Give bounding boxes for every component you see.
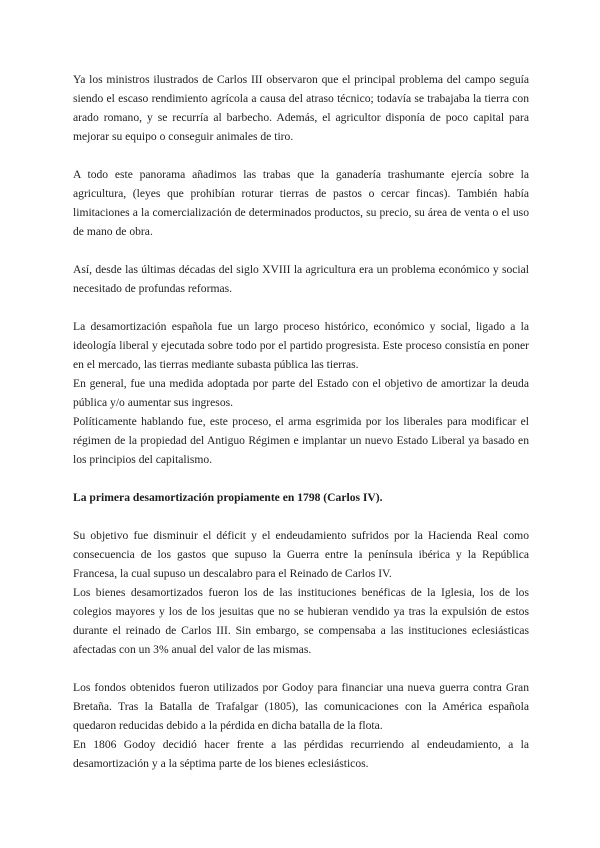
document-page <box>73 70 529 773</box>
paragraph-ganaderia-trashumante: A todo este panorama añadimos las trabas que la ganadería trashumante ejercía sobre la agricultura, (leyes que prohibían roturar tierras de pastos o cercar fincas). También había limitaciones a la comercialización de determinados productos, su precio, su área de venta o el uso de mano de obra. <box>73 168 529 238</box>
paragraph-carlos-iii-agriculture: Ya los ministros ilustrados de Carlos III observaron que el principal problema del campo seguía siendo el escaso rendimiento agrícola a causa del atraso técnico; todavía se trabajaba la tierra con arado romano, y se recurría al barbecho. Además, el agricultor disponía de poco capital para mejorar su equipo o conseguir animales de tiro. <box>73 73 529 143</box>
paragraph-1806-godoy: En 1806 Godoy decidió hacer frente a las pérdidas recurriendo al endeudamiento, a la desamortización y a la séptima parte de los bienes eclesiásticos. <box>73 738 529 770</box>
paragraph-objetivo-deficit: Su objetivo fue disminuir el déficit y el endeudamiento sufridos por la Hacienda Real como consecuencia de los gastos que supuso la Guerra entre la península ibérica y la República Francesa, la cual supuso un descalabro para el Reinado de Carlos IV. <box>73 529 529 580</box>
paragraph-siglo-xviii: Así, desde las últimas décadas del siglo XVIII la agricultura era un problema económico y social necesitado de profundas reformas. <box>73 263 529 295</box>
paragraph-fondos-godoy: Los fondos obtenidos fueron utilizados por Godoy para financiar una nueva guerra contra Gran Bretaña. Tras la Batalla de Trafalgar (1805), las comunicaciones con la América española quedaron reducidas debido a la pérdida en dicha batalla de la flota. <box>73 681 529 732</box>
paragraph-objetivo-estado: En general, fue una medida adoptada por parte del Estado con el objetivo de amortizar la deuda pública y/o aumentar sus ingresos. <box>73 377 529 409</box>
paragraph-desamortizacion-definicion: La desamortización española fue un largo proceso histórico, económico y social, ligado a la ideología liberal y ejecutada sobre todo por el partido progresista. Este proceso consistía en poner en el mercado, las tierras mediante subasta pública las tierras. <box>73 320 529 371</box>
paragraph-bienes-desamortizados: Los bienes desamortizados fueron los de las instituciones benéficas de la Iglesia, los de los colegios mayores y los de los jesuitas que no se hubieran vendido ya tras la expulsión de estos durante el reinado de Carlos III. Sin embargo, se compensaba a las instituciones eclesiásticas afectadas con un 3% anual del valor de las mismas. <box>73 586 529 656</box>
section-heading: La primera desamortización propiamente en 1798 (Carlos IV). <box>73 491 383 504</box>
paragraph-politicamente: Políticamente hablando fue, este proceso, el arma esgrimida por los liberales para modificar el régimen de la propiedad del Antiguo Régimen e implantar un nuevo Estado Liberal ya basado en los principios del capitalismo. <box>73 415 529 466</box>
